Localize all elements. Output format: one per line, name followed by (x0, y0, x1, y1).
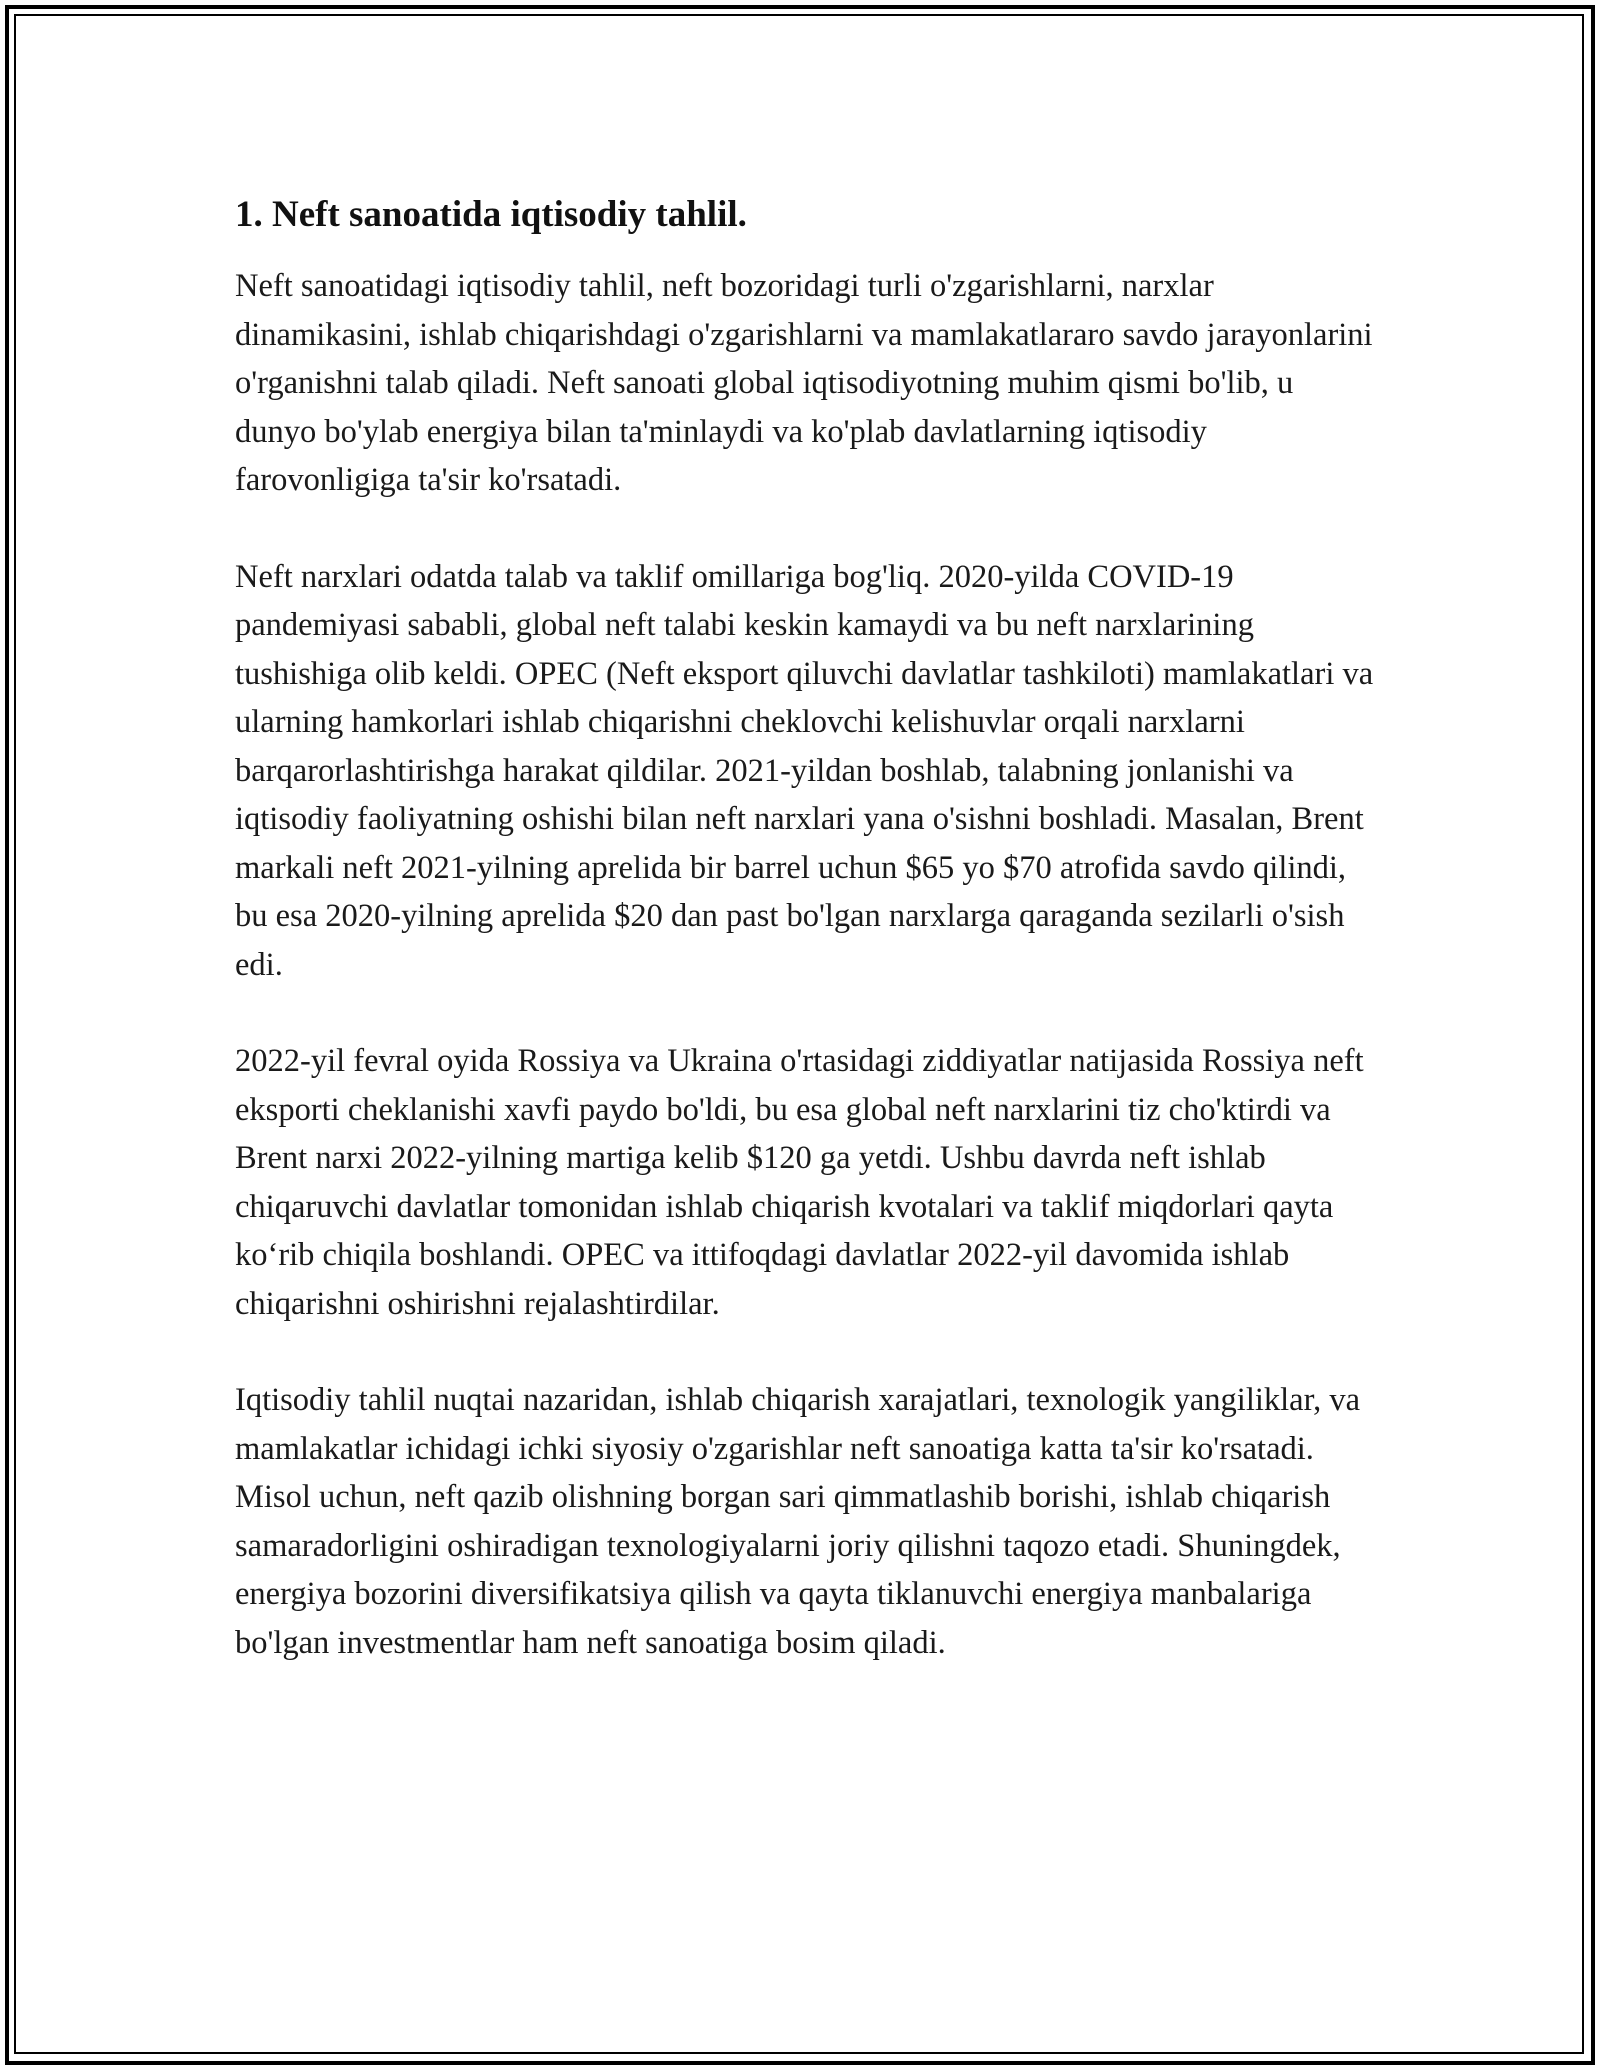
paragraph-prices: Neft narxlari odatda talab va taklif omillariga bog'liq. 2020-yilda COVID-19 pandemiyasi sababli, global neft talabi keskin kamaydi va bu neft narxlarining tushishiga olib keldi. OPEC (Neft eksport qiluvchi davlatlar tashkiloti) mamlakatlari va ularning hamkorlari ishlab chiqarishni cheklovchi kelishuvlar orqali narxlarni barqarorlashtirishga harakat qildilar. 2021-yildan boshlab, talabning jonlanishi va iqtisodiy faoliyatning oshishi bilan neft narxlari yana o'sishni boshladi. Masalan, Brent markali neft 2021-yilning aprelida bir barrel uchun $65 yo $70 atrofida savdo qilindi, bu esa 2020-yilning aprelida $20 dan past bo'lgan narxlarga qaraganda sezilarli o'sish edi. (235, 558, 1374, 983)
section-heading: 1. Neft sanoatida iqtisodiy tahlil. (235, 194, 747, 235)
paragraph-intro: Neft sanoatidagi iqtisodiy tahlil, neft bozoridagi turli o'zgarishlarni, narxlar dinamikasini, ishlab chiqarishdagi o'zgarishlarni va mamlakatlararo savdo jarayonlarini o'rganishni talab qiladi. Neft sanoati global iqtisodiyotning muhim qismi bo'lib, u dunyo bo'ylab energiya bilan ta'minlaydi va ko'plab davlatlarning iqtisodiy farovonligiga ta'sir ko'rsatadi. (235, 268, 1373, 498)
document-body (235, 190, 1375, 1715)
paragraph-2022-events: 2022-yil fevral oyida Rossiya va Ukraina o'rtasidagi ziddiyatlar natijasida Rossiya neft eksporti cheklanishi xavfi paydo bo'ldi, bu esa global neft narxlarini tiz cho'ktirdi va Brent narxi 2022-yilning martiga kelib $120 ga yetdi. Ushbu davrda neft ishlab chiqaruvchi davlatlar tomonidan ishlab chiqarish kvotalari va taklif miqdorlari qayta ko‘rib chiqila boshlandi. OPEC va ittifoqdagi davlatlar 2022-yil davomida ishlab chiqarishni oshirishni rejalashtirdilar. (235, 1043, 1364, 1322)
paragraph-economic-factors: Iqtisodiy tahlil nuqtai nazaridan, ishlab chiqarish xarajatlari, texnologik yangiliklar, va mamlakatlar ichidagi ichki siyosiy o'zgarishlar neft sanoatiga katta ta'sir ko'rsatadi. Misol uchun, neft qazib olishning borgan sari qimmatlashib borishi, ishlab chiqarish samaradorligini oshiradigan texnologiyalarni joriy qilishni taqozo etadi. Shuningdek, energiya bozorini diversifikatsiya qilish va qayta tiklanuvchi energiya manbalariga bo'lgan investmentlar ham neft sanoatiga bosim qiladi. (235, 1382, 1361, 1661)
